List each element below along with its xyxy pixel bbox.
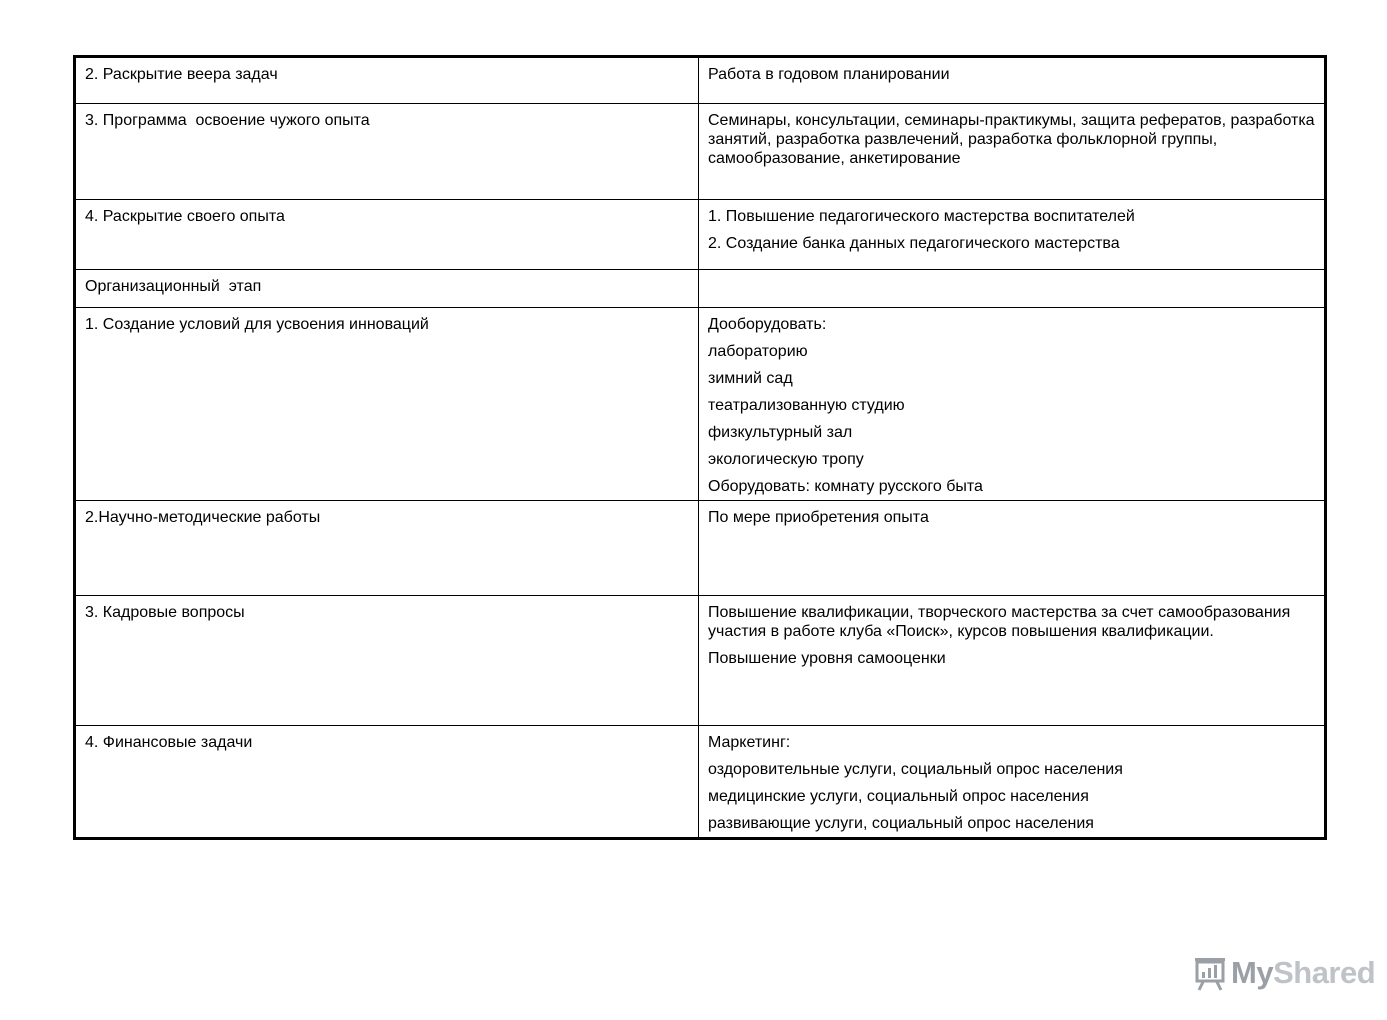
table-row (75, 596, 1326, 726)
row-details-cell (699, 501, 1326, 596)
table-row (75, 104, 1326, 200)
detail-line: Работа в годовом планировании (708, 66, 950, 83)
row-title-cell (75, 501, 699, 596)
stage-heading-cell (75, 270, 699, 308)
row-details-cell (699, 596, 1326, 726)
detail-line: 2. Создание банка данных педагогического мастерства (708, 235, 1120, 252)
row-title: 3. Кадровые вопросы (85, 604, 245, 621)
row-details-cell (699, 57, 1326, 104)
row-title: 4. Финансовые задачи (85, 734, 253, 751)
watermark-text: MyShared (1231, 955, 1376, 990)
detail-line: Повышение уровня самооценки (708, 650, 946, 667)
row-details-cell (699, 308, 1326, 501)
row-title-cell (75, 726, 699, 839)
row-title-cell (75, 596, 699, 726)
detail-line: лабораторию (708, 343, 808, 360)
detail-line: экологическую тропу (708, 451, 864, 468)
row-details-cell (699, 104, 1326, 200)
detail-line: развивающие услуги, социальный опрос населения (708, 815, 1094, 832)
detail-line: оздоровительные услуги, социальный опрос населения (708, 761, 1123, 778)
row-details-cell (699, 200, 1326, 270)
stage-heading: Организационный этап (85, 278, 262, 295)
presentation-board-icon (1193, 955, 1227, 991)
detail-line: Семинары, консультации, семинары-практикумы, защита рефератов, разработка занятий, разработка развлечений, разработка фольклорной группы, самообразование, анкетирование (708, 112, 1315, 167)
myshared-watermark (1193, 955, 1375, 991)
row-details-cell (699, 270, 1326, 308)
row-title: 3. Программа освоение чужого опыта (85, 112, 370, 129)
detail-line: театрализованную студию (708, 397, 905, 414)
row-title-cell (75, 104, 699, 200)
detail-line: Маркетинг: (708, 734, 791, 751)
table-row (75, 270, 1326, 308)
plan-table (73, 55, 1327, 840)
detail-line: 1. Повышение педагогического мастерства воспитателей (708, 208, 1135, 225)
table-row (75, 726, 1326, 839)
table-row (75, 200, 1326, 270)
row-title: 1. Создание условий для усвоения инноваций (85, 316, 429, 333)
table-row (75, 501, 1326, 596)
row-title: 2. Раскрытие веера задач (85, 66, 278, 83)
detail-line: Дооборудовать: (708, 316, 827, 333)
detail-line: По мере приобретения опыта (708, 509, 929, 526)
detail-line: Оборудовать: комнату русского быта (708, 478, 983, 495)
row-title: 2.Научно-методические работы (85, 509, 321, 526)
detail-line: зимний сад (708, 370, 793, 387)
row-title-cell (75, 200, 699, 270)
table-row (75, 308, 1326, 501)
detail-line: Повышение квалификации, творческого мастерства за счет самообразования участия в работе клуба «Поиск», курсов повышения квалификации. (708, 604, 1291, 640)
table-row (75, 57, 1326, 104)
row-details-cell (699, 726, 1326, 839)
row-title-cell (75, 308, 699, 501)
detail-line: медицинские услуги, социальный опрос населения (708, 788, 1089, 805)
row-title-cell (75, 57, 699, 104)
row-title: 4. Раскрытие своего опыта (85, 208, 285, 225)
detail-line: физкультурный зал (708, 424, 853, 441)
